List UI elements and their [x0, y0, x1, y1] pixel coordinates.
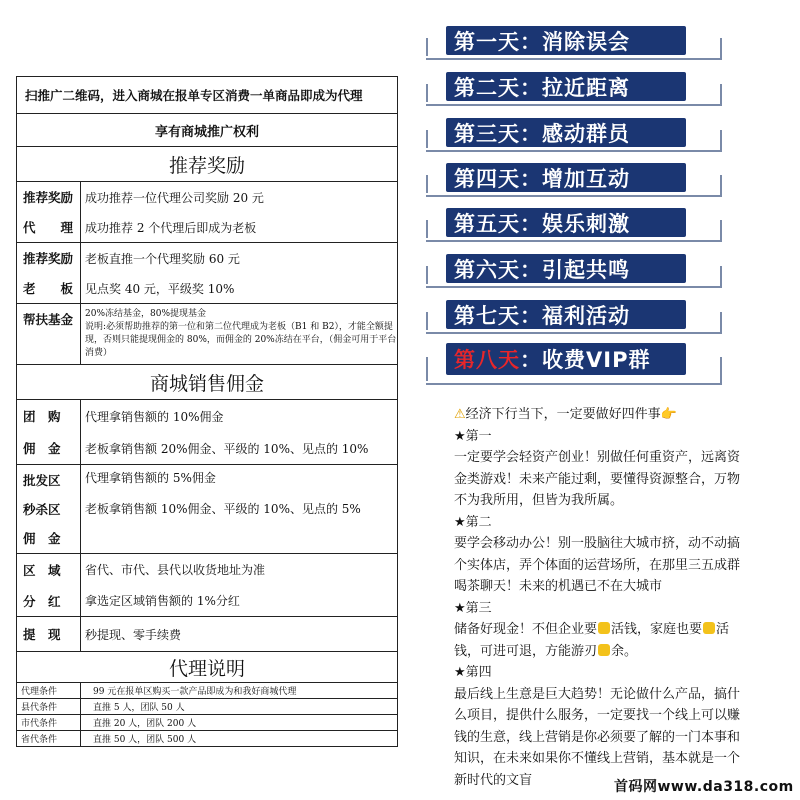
day-text: ：娱乐刺激 [520, 211, 630, 236]
row-group-buy [17, 400, 397, 465]
row-label: 佣 金 [23, 531, 61, 547]
condition-value: 直推 50 人，团队 500 人 [93, 735, 197, 745]
day-text: ：增加互动 [520, 166, 630, 191]
row-label: 区 域 [23, 562, 61, 578]
day-banner [446, 254, 686, 283]
article-text [454, 404, 744, 791]
doc-header: 扫推广二维码，进入商城在报单专区消费一单商品即成为代理 [17, 77, 397, 114]
warning-icon: ⚠ [454, 407, 466, 422]
agent-condition-row [17, 699, 397, 715]
day-label: 第六天 [454, 257, 520, 282]
day-text: ：收费VIP群 [520, 348, 651, 372]
row-value: 秒提现、零手续费 [85, 627, 182, 642]
row-label: 推荐奖励 [23, 190, 74, 205]
row-label: 分 红 [23, 593, 61, 609]
row-label: 老 板 [23, 281, 74, 296]
day-label: 第八天 [454, 348, 520, 372]
section-title-agent: 代理说明 [17, 652, 397, 683]
day-banner [446, 26, 686, 55]
point-body: 要学会移动办公！别一股脑往大城市挤，动不动搞个实体店，弄个体面的运营场所，在那里三五成群喝茶聊天！未来的机遇已不在大城市 [454, 536, 741, 594]
row-value: 成功推荐一位代理公司奖励 20 元 [85, 190, 264, 205]
point-heading: ★第三 [454, 600, 492, 616]
point-body [454, 619, 744, 662]
row-label: 批发区 [23, 472, 61, 488]
section-title-sales: 商城销售佣金 [17, 365, 397, 400]
row-referral-boss [17, 243, 397, 304]
day-banner [446, 208, 686, 237]
condition-value: 直推 20 人，团队 200 人 [93, 719, 197, 729]
condition-label: 代理条件 [17, 683, 81, 698]
day-text: ：拉近距离 [520, 75, 630, 100]
row-value: 20%冻结基金，80%提现基金 [85, 309, 207, 319]
article-title [454, 404, 744, 426]
condition-label: 市代条件 [17, 715, 81, 730]
row-referral-agent [17, 182, 397, 243]
row-regional-dividend [17, 554, 397, 617]
condition-value: 99 元在报单区购买一款产品即成为和我好商城代理 [93, 687, 297, 697]
point-heading: ★第一 [454, 428, 492, 444]
row-value: 代理拿销售额的 10%佣金 [85, 409, 224, 424]
condition-label: 县代条件 [17, 699, 81, 714]
row-label: 团 购 [23, 409, 61, 424]
day-label: 第一天 [454, 29, 520, 54]
row-label: 佣 金 [23, 441, 61, 456]
row-wholesale [17, 465, 397, 554]
day-text: ：福利活动 [520, 303, 630, 328]
row-value: 省代、市代、县代以收货地址为准 [85, 563, 266, 577]
point-body: 一定要学会轻资产创业！别做任何重资产，远离资金类游戏！未来产能过剩，要懂得资源整合，万物不为我所用，但皆为我所属。 [454, 450, 741, 508]
row-label: 帮扶基金 [23, 312, 74, 327]
day-banner [446, 163, 686, 192]
title-text: 经济下行当下，一定要做好四件事 [465, 407, 661, 422]
row-label: 代 理 [23, 220, 74, 235]
money-emoji-icon [598, 622, 610, 634]
row-value: 老板拿销售额 10%佣金、平级的 10%、见点的 5% [85, 502, 361, 516]
row-value: 见点奖 40 元，平级奖 10% [85, 281, 235, 296]
pointing-hand-icon: 👉 [660, 407, 677, 422]
section-title-referral: 推荐奖励 [17, 147, 397, 182]
agent-condition-row [17, 731, 397, 746]
money-emoji-icon [703, 622, 715, 634]
day-banner [446, 300, 686, 329]
point-body-part: 活钱，家庭也要 [611, 622, 703, 637]
doc-subheader: 享有商城推广权利 [17, 114, 397, 147]
point-body-part: 储备好现金！不但企业要 [454, 622, 598, 637]
day-text: ：感动群员 [520, 121, 630, 146]
row-label: 推荐奖励 [23, 251, 74, 266]
point-body: 最后线上生意是巨大趋势！无论做什么产品，搞什么项目，提供什么服务，一定要找一个线上可以赚钱的生意，线上营销是你必须要了解的一门本事和知识，在未来如果你不懂线上营销，基本就是一个新时代的文盲 [454, 686, 741, 788]
day-label: 第三天 [454, 121, 520, 146]
row-value: 代理拿销售额的 5%佣金 [85, 471, 216, 485]
row-value: 说明:必须帮助推荐的第一位和第二位代理成为老板（B1 和 B2），才能全额提现，否则只能提现佣金的 80%，而佣金的 20%冻结在平台，（佣金可用于平台消费） [85, 322, 397, 358]
row-withdraw [17, 617, 397, 652]
row-label: 秒杀区 [23, 501, 61, 517]
day-banner [446, 118, 686, 147]
agent-condition-row [17, 715, 397, 731]
day-label: 第四天 [454, 166, 520, 191]
row-value: 拿选定区域销售额的 1%分红 [85, 594, 240, 608]
row-value: 老板拿销售额 20%佣金、平级的 10%、见点的 10% [85, 441, 369, 456]
day-banner [446, 343, 686, 375]
row-support-fund [17, 304, 397, 365]
day-text: ：消除误会 [520, 29, 630, 54]
point-heading: ★第二 [454, 514, 492, 530]
row-value: 老板直推一个代理奖励 60 元 [85, 251, 240, 266]
condition-label: 省代条件 [17, 731, 81, 746]
point-body-part: 余。 [611, 643, 638, 659]
agent-condition-row [17, 683, 397, 699]
point-body-part: 活钱，可进可退，方能游刃 [454, 622, 730, 659]
day-text: ：引起共鸣 [520, 257, 630, 282]
day-label: 第五天 [454, 211, 520, 236]
row-label: 提 现 [23, 627, 61, 642]
day-banner [446, 72, 686, 101]
money-emoji-icon [598, 644, 610, 656]
watermark: 首码网www.da318.com [614, 779, 794, 795]
commission-document [16, 76, 398, 747]
day-label: 第七天 [454, 303, 520, 328]
row-value: 成功推荐 2 个代理后即成为老板 [85, 220, 257, 235]
day-label: 第二天 [454, 75, 520, 100]
condition-value: 直推 5 人，团队 50 人 [93, 703, 185, 713]
point-heading: ★第四 [454, 665, 492, 680]
